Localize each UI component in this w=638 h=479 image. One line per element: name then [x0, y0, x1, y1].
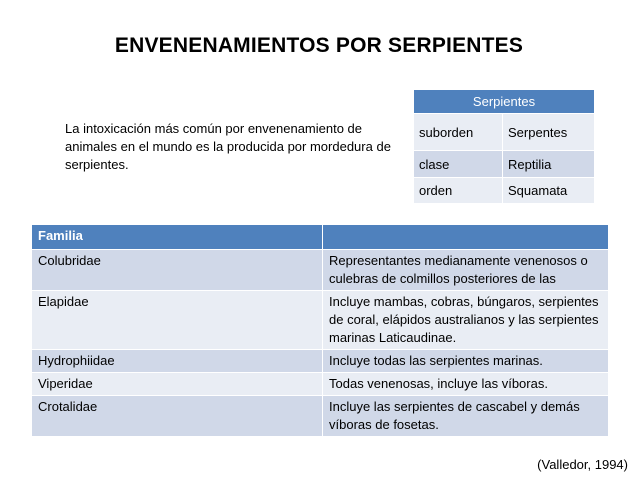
taxonomy-table — [413, 89, 595, 204]
families-header-row — [32, 225, 609, 250]
table-row — [32, 396, 609, 437]
taxonomy-rank: orden — [414, 178, 503, 204]
family-name: Colubridae — [32, 250, 323, 291]
family-name: Crotalidae — [32, 396, 323, 437]
taxonomy-row — [414, 114, 595, 151]
intro-paragraph: La intoxicación más común por envenenamiento de animales en el mundo es la producida por mordedura de serpientes. — [65, 121, 391, 172]
table-row — [32, 291, 609, 350]
citation: (Valledor, 1994) — [537, 457, 628, 472]
page-title: ENVENENAMIENTOS POR SERPIENTES — [114, 34, 524, 57]
families-table — [31, 224, 609, 437]
family-name: Viperidae — [32, 373, 323, 396]
taxonomy-row — [414, 151, 595, 178]
taxonomy-value: Reptilia — [503, 151, 595, 178]
taxonomy-value: Serpentes — [503, 114, 595, 151]
taxonomy-header-row — [414, 90, 595, 114]
table-row — [32, 250, 609, 291]
family-description: Incluye las serpientes de cascabel y demás víboras de fosetas. — [323, 396, 609, 437]
family-name: Elapidae — [32, 291, 323, 350]
taxonomy-row — [414, 178, 595, 204]
families-header-description — [323, 225, 609, 250]
family-name: Hydrophiidae — [32, 350, 323, 373]
taxonomy-value: Squamata — [503, 178, 595, 204]
family-description: Incluye mambas, cobras, búngaros, serpientes de coral, elápidos australianos y las serpientes marinas Laticaudinae. — [323, 291, 609, 350]
family-description: Representantes medianamente venenosos o culebras de colmillos posteriores de las — [323, 250, 609, 291]
taxonomy-rank: suborden — [414, 114, 503, 151]
table-row — [32, 373, 609, 396]
taxonomy-header: Serpientes — [414, 90, 595, 114]
family-description: Incluye todas las serpientes marinas. — [323, 350, 609, 373]
family-description: Todas venenosas, incluye las víboras. — [323, 373, 609, 396]
taxonomy-rank: clase — [414, 151, 503, 178]
table-row — [32, 350, 609, 373]
families-header-familia: Familia — [32, 225, 323, 250]
